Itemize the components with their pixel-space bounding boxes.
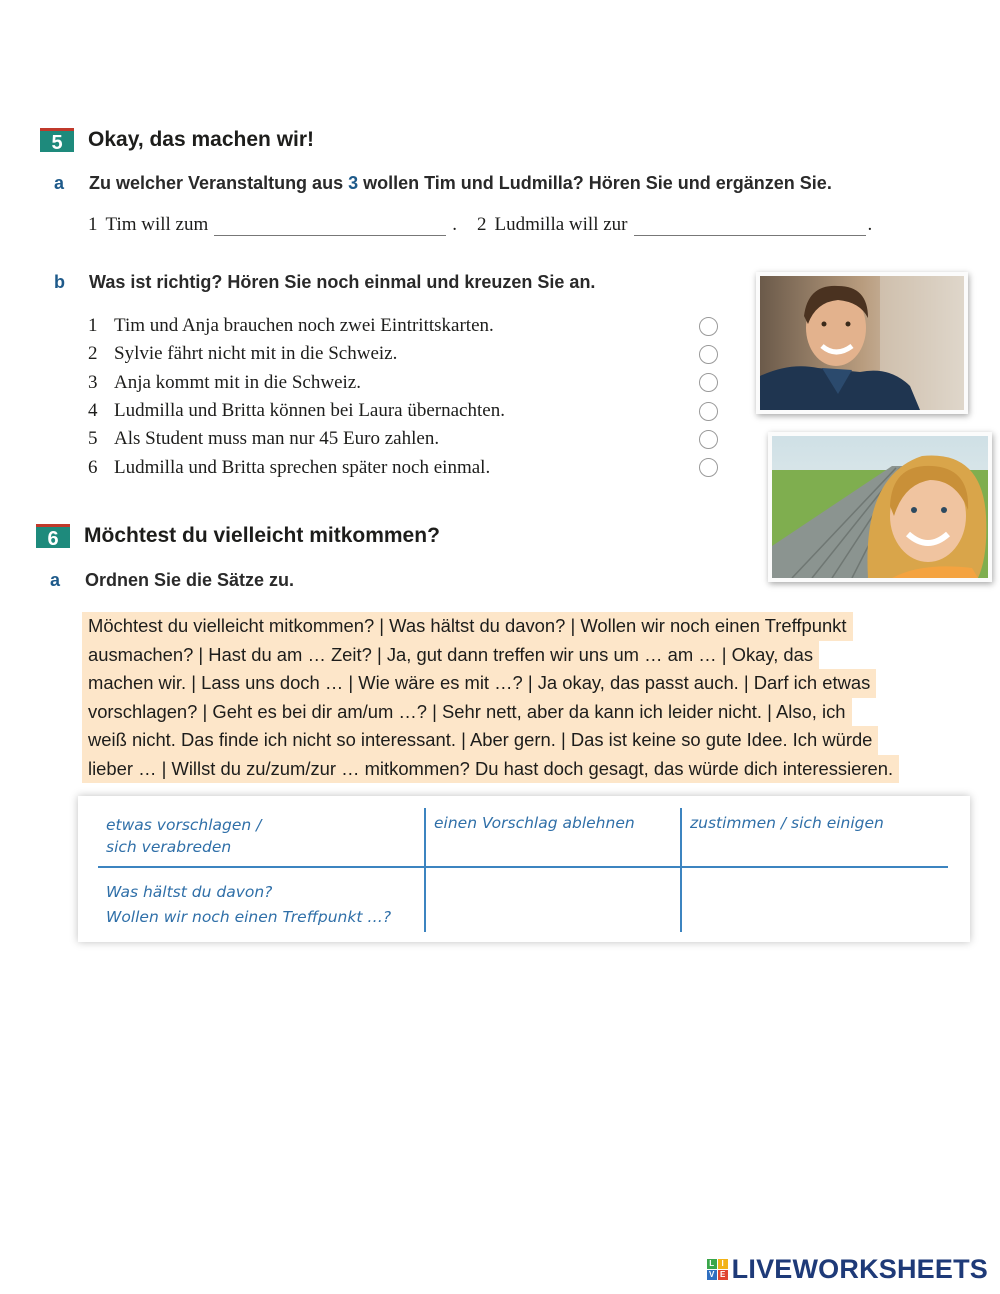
section-6-header	[36, 524, 440, 548]
item-number: 3	[88, 371, 98, 393]
gap-input-tim[interactable]	[214, 214, 446, 236]
instruction-reference: 3	[348, 173, 359, 193]
column-header-decline: einen Vorschlag ablehnen	[434, 814, 635, 832]
phrase-line: ausmachen? | Hast du am … Zeit? | Ja, gut dann treffen wir uns um … am … | Okay, das	[82, 641, 819, 670]
man-illustration	[760, 276, 964, 410]
list-item	[88, 425, 718, 453]
example-line: Was hältst du davon?	[106, 883, 273, 901]
phrase-line: Möchtest du vielleicht mitkommen? | Was hältst du davon? | Wollen wir noch einen Treffpunkt	[82, 612, 853, 641]
task-b-instruction: Was ist richtig? Hören Sie noch einmal und kreuzen Sie an.	[89, 272, 596, 292]
table-column-divider	[424, 808, 426, 932]
item-text: Anja kommt mit in die Schweiz.	[114, 371, 361, 393]
instruction-text-before: Zu welcher Veranstaltung aus	[89, 173, 349, 193]
list-item	[88, 312, 718, 340]
item-number: 2	[88, 343, 98, 365]
drop-zone-decline[interactable]	[428, 870, 678, 934]
answer-radio[interactable]	[699, 430, 718, 449]
section-number: 5	[40, 128, 74, 152]
task-letter-a: a	[54, 173, 65, 193]
list-item	[88, 340, 718, 368]
item-text: Ludmilla und Britta sprechen später noch einmal.	[114, 456, 491, 478]
answer-radio[interactable]	[699, 317, 718, 336]
liveworksheets-logo	[707, 1254, 988, 1285]
header-line: sich verabreden	[106, 838, 232, 856]
gap-fill-row	[88, 214, 872, 236]
statement-list	[88, 312, 718, 482]
answer-radio[interactable]	[699, 345, 718, 364]
answer-radio[interactable]	[699, 373, 718, 392]
sorting-table	[78, 796, 970, 942]
answer-radio[interactable]	[699, 402, 718, 421]
task-a-instruction: Ordnen Sie die Sätze zu.	[85, 570, 295, 590]
item-text: Tim und Anja brauchen noch zwei Eintrittskarten.	[114, 315, 494, 337]
item-number: 6	[88, 456, 98, 478]
list-item	[88, 369, 718, 397]
item-text: Als Student muss man nur 45 Euro zahlen.	[114, 428, 440, 450]
woman-illustration	[772, 436, 988, 578]
gap-period: .	[867, 214, 873, 235]
section-5-header	[40, 128, 314, 152]
logo-mark-letter: E	[718, 1270, 728, 1280]
answer-radio[interactable]	[699, 458, 718, 477]
photo-man	[756, 272, 968, 414]
item-text: Ludmilla und Britta können bei Laura übernachten.	[114, 400, 505, 422]
logo-mark-letter: I	[718, 1259, 728, 1269]
item-number: 1	[88, 315, 98, 337]
gap-period: .	[452, 214, 458, 235]
phrase-line: vorschlagen? | Geht es bei dir am/um …? | Sehr nett, aber da kann ich leider nicht. | Also, ich	[82, 698, 852, 727]
item-number: 4	[88, 400, 98, 422]
column-example-suggest	[106, 880, 391, 930]
phrase-line: machen wir. | Lass uns doch … | Wie wäre es mit …? | Ja okay, das passt auch. | Darf ich etwas	[82, 669, 876, 698]
column-header-suggest	[106, 814, 261, 858]
task-letter-a: a	[50, 570, 61, 590]
task-letter-b: b	[54, 272, 65, 292]
instruction-text-after: wollen Tim und Ludmilla? Hören Sie und ergänzen Sie.	[358, 173, 832, 193]
list-item	[88, 453, 718, 481]
photo-woman	[768, 432, 992, 582]
task-a-instruction	[89, 173, 832, 194]
table-header-rule	[98, 866, 948, 868]
item-number: 5	[88, 428, 98, 450]
phrase-line: lieber … | Willst du zu/zum/zur … mitkommen? Du hast doch gesagt, das würde dich interessieren.	[82, 755, 899, 784]
section-title: Okay, das machen wir!	[88, 128, 315, 151]
gap-item-number: 2	[477, 214, 487, 235]
gap-item-number: 1	[88, 214, 98, 235]
drop-zone-agree[interactable]	[684, 870, 948, 934]
gap-input-ludmilla[interactable]	[634, 214, 866, 236]
column-header-agree: zustimmen / sich einigen	[690, 814, 884, 832]
logo-mark-letter: V	[707, 1270, 717, 1280]
logo-mark-icon	[707, 1259, 728, 1280]
section-number: 6	[36, 524, 70, 548]
header-line: etwas vorschlagen /	[106, 816, 262, 834]
section-title: Möchtest du vielleicht mitkommen?	[84, 524, 440, 547]
table-column-divider	[680, 808, 682, 932]
phrase-line: weiß nicht. Das finde ich nicht so interessant. | Aber gern. | Das ist keine so gute Idee. Ich würde	[82, 726, 878, 755]
gap-item-text: Ludmilla will zur	[494, 214, 628, 235]
example-line: Wollen wir noch einen Treffpunkt …?	[106, 908, 392, 926]
phrase-box	[82, 612, 988, 783]
gap-item-text: Tim will zum	[105, 214, 209, 235]
item-text: Sylvie fährt nicht mit in die Schweiz.	[114, 343, 398, 365]
logo-mark-letter: L	[707, 1259, 717, 1269]
list-item	[88, 397, 718, 425]
logo-text: LIVEWORKSHEETS	[731, 1254, 988, 1284]
